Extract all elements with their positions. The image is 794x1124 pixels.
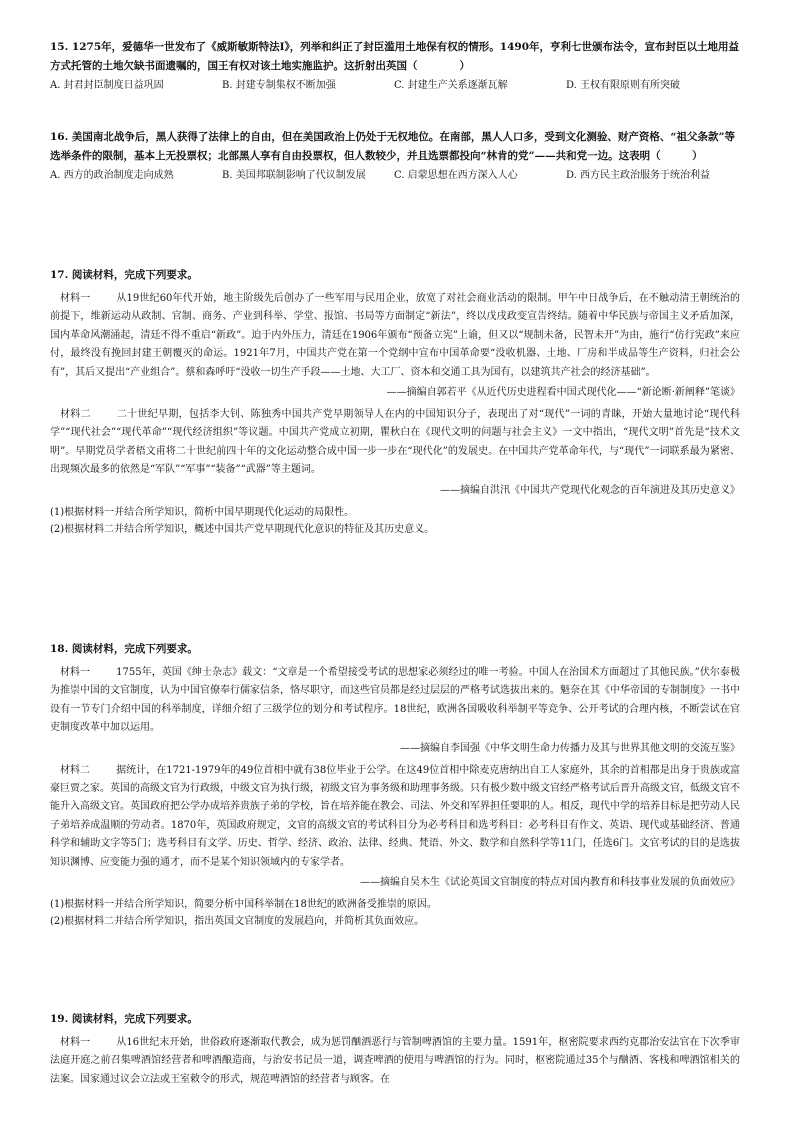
question-15-options — [50, 78, 740, 94]
material-source: ——摘编自李国强《中华文明生命力传播力及其与世界其他文明的交流互鉴》 — [400, 742, 740, 754]
option-d[interactable]: D. 西方民主政治服务于统治利益 — [566, 170, 711, 181]
material-2 — [50, 406, 740, 480]
question-19-heading: 19. 阅读材料，完成下列要求。 — [50, 1013, 198, 1025]
material-source: ——摘编自郭若平《从近代历史进程看中国式现代化——“新论断·新阐释”笔谈》 — [386, 387, 740, 399]
material-text: 1755年，英国《绅士杂志》载文：“文章是一个希望接受考试的思想家必须经过的唯一考验。中国人在治国术方面超过了其他民族。”伏尔泰极为推崇中国的文官制度，认为中国官僚奉行儒家信条，恪尽职守，而这些官员都是经过层层的严格考试选拔出来的。魁奈在其《中华帝国的专制制度》一书中设有一节专门介绍中国的科举制度，详细介绍了三级学位的划分和考试程序。18世纪，欧洲各国吸收科举制平等竞争、公开考试的合理内核，不断尝试在官吏制度改革中加以运用。 — [50, 667, 740, 734]
option-a[interactable]: A. 西方的政治制度走向成熟 — [50, 170, 174, 181]
question-17-heading: 17. 阅读材料，完成下列要求。 — [50, 269, 198, 281]
question-15-stem: 15. 1275年，爱德华一世发布了《威斯敏斯特法Ⅰ》，列举和纠正了封臣滥用土地保有权的情形。1490年，亨利七世颁布法令，宣布封臣以土地用益方式托管的土地欠缺书面遗嘱的，国王有权对该土地实施监护。这折射出英国（ ） — [50, 41, 740, 72]
sub-question-2: (2)根据材料二并结合所学知识，指出英国文官制度的发展趋向，并简析其负面效应。 — [50, 916, 425, 928]
option-c[interactable]: C. 启蒙思想在西方深入人心 — [394, 170, 518, 181]
question-16-options — [50, 168, 740, 184]
material-text: 从16世纪末开始，世俗政府逐渐取代教会，成为惩罚酗酒恶行与管制啤酒馆的主要力量。1591年，枢密院要求西约克郡治安法官在下次季审法庭开庭之前召集啤酒馆经营者和啤酒酿造商，与治安书记员一道，调查啤酒的使用与啤酒馆的行为。同时，枢密院通过35个与酗酒、客栈和啤酒馆相关的法案。国家通过议会立法或王室敕令的形式，规范啤酒馆的经营者与顾客。在 — [50, 1037, 740, 1085]
material-source: ——摘编自吴木生《试论英国文官制度的特点对国内教育和科技事业发展的负面效应》 — [360, 877, 740, 889]
material-text: 据统计，在1721-1979年的49位首相中就有38位毕业于公学。在这49位首相中除麦克唐纳出自工人家庭外，其余的首相都是出身于贵族或富豪巨贾之家。英国的高级文官为行政级，中级文官为执行级，初级文官为事务级和助理事务级。只有极少数中级文官经严格考试后晋升高级文官，低级文官不能升入高级文官。英国政府把公学办成培养贵族子弟的学校，旨在培养能在教会、司法、外交和军界担任要职的人。相反，现代中学的培养目标是把劳动人民子弟培养成温顺的劳动者。1870年，英国政府规定，文官的高级文官的考试科目分为必考科目和选考科目：必考科目有作文、英语、现代或基础经济、普通科学和辅助文字等5门；选考科目有文学、历史、哲学、经济、政治、法律、经典、梵语、外文、数学和自然科学等11门，任选6门。文官考试的目的是选拔知识渊博、应变能力强的通才，而不是某个知识领域内的专家学者。 — [50, 764, 741, 868]
question-16-stem: 16. 美国南北战争后，黑人获得了法律上的自由，但在美国政治上仍处于无权地位。在南部，黑人人口多，受到文化测验、财产资格、“祖父条款”等选举条件的限制，基本上无投票权；北部黑人享有自由投票权，但人数较少，并且选票都投向“林肯的党”——共和党一边。这表明（ ） — [50, 131, 735, 162]
sub-question-1: (1)根据材料一并结合所学知识，简析中国早期现代化运动的局限性。 — [50, 506, 355, 518]
question-19 — [50, 1010, 740, 1089]
question-15 — [50, 38, 740, 94]
sub-question-2: (2)根据材料二并结合所学知识，概述中国共产党早期现代化意识的特征及其历史意义。 — [50, 523, 435, 535]
material-1 — [50, 290, 740, 382]
option-a[interactable]: A. 封君封臣制度日益巩固 — [50, 80, 164, 91]
option-c[interactable]: C. 封建生产关系逐渐瓦解 — [394, 80, 508, 91]
material-label: 材料二 — [60, 764, 91, 776]
sub-question-1: (1)根据材料一并结合所学知识，简要分析中国科举制在18世纪的欧洲备受推崇的原因。 — [50, 899, 437, 911]
option-d[interactable]: D. 王权有限原则有所突破 — [566, 80, 681, 91]
question-18-heading: 18. 阅读材料，完成下列要求。 — [50, 643, 198, 655]
material-label: 材料一 — [60, 667, 91, 678]
material-1 — [50, 664, 740, 738]
question-16 — [50, 128, 740, 184]
material-text: 从19世纪60年代开始，地主阶级先后创办了一些军用与民用企业，放宽了对社会商业活动的限制。甲午中日战争后，在不触动清王朝统治的前提下，维新运动从政制、官制、商务、产业到科举、学堂、报馆、书局等方面制定“新法”，终以戊戌政变宣告终结。随着中华民族与帝国主义矛盾加深，国内革命风潮涌起，清廷不得不重启“新政”。迫于内外压力，清廷在1906年颁布“预备立宪”上谕，但又以“规制未备，民智未开”为由，施行“仿行宪政”来应付，最终没有挽回封建王朝覆灭的命运。1921年7月，中国共产党在第一个党纲中宣布中国革命要“没收机器、土地、厂房和半成品等生产资料，归社会公有”，其后又提出“产业组合”。蔡和森呼吁“没收一切生产手段——土地、大工厂、资本和交通工具为国有，以建筑共产社会的经济基础”。 — [50, 293, 741, 378]
material-source: ——摘编自洪汛《中国共产党现代化观念的百年演进及其历史意义》 — [440, 484, 740, 496]
material-label: 材料一 — [60, 1037, 91, 1048]
option-b[interactable]: B. 封建专制集权不断加强 — [222, 80, 336, 91]
question-18 — [50, 640, 740, 930]
material-label: 材料一 — [60, 293, 91, 304]
material-text: 二十世纪早期，包括李大钊、陈独秀中国共产党早期领导人在内的中国知识分子，表现出了对“现代”一词的青睐，开始大量地讨论“现代科学”“现代社会”“现代革命”“现代经济组织”等议题。中国共产党成立初期，瞿秋白在《现代文明的问题与社会主义》一文中指出，“现代文明”首先是“技术文明”。早期党员学者梧文甫将二十世纪前四十年的文化运动整合成中国一步一步在“现代化”的发展史。在中国共产党革命年代，与“现代”一词联系最为紧密、出现频次最多的依然是“军队”“军事”“装备”“武器”等主题词。 — [50, 409, 740, 476]
material-label: 材料二 — [60, 409, 91, 421]
option-b[interactable]: B. 美国邦联制影响了代议制发展 — [222, 170, 366, 181]
material-2 — [50, 762, 740, 872]
question-17 — [50, 266, 740, 538]
material-1 — [50, 1034, 740, 1089]
